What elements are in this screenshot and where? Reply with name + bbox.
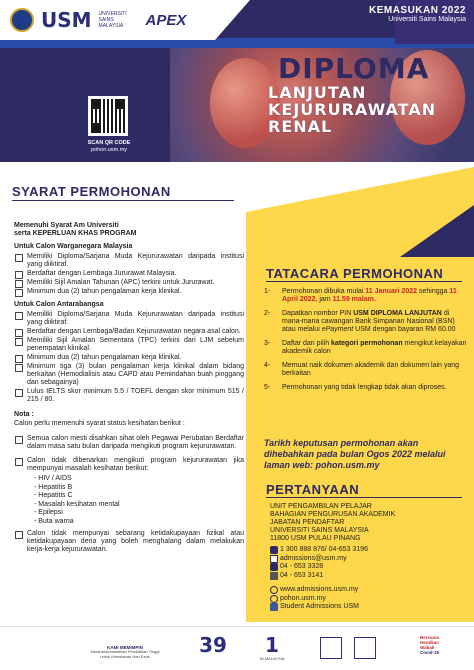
qr-code[interactable] — [88, 96, 128, 136]
phone-icon — [270, 563, 278, 571]
list-item: Minimum dua (2) tahun pengalaman kerja klinikal. — [14, 354, 244, 362]
step-number: 2- — [264, 310, 271, 317]
ranking-number: 39 — [199, 633, 227, 657]
email-address: admissions@usm.my — [280, 554, 347, 562]
badge-text: untuk Kelestarian Hari Esok — [100, 653, 150, 659]
health-list — [14, 435, 244, 473]
ranking-badge-39 — [198, 633, 228, 657]
address-line: JABATAN PENDAFTAR — [270, 519, 345, 526]
step-text: mengikut kelayakan akademik calon — [282, 340, 467, 355]
result-announcement: Tarikh keputusan permohonan akan dihebahkan pada bulan Ogos 2022 melalui laman web: pohon.usm.my — [264, 438, 446, 470]
category-label: kategori permohonan — [331, 340, 403, 347]
apex-logo: APEX — [145, 11, 187, 29]
header-banner — [0, 0, 474, 162]
address-line: 11800 USM PULAU PINANG — [270, 535, 361, 542]
qr-caption — [78, 140, 140, 154]
step-text: sehingga — [417, 288, 450, 295]
contact-address — [270, 503, 470, 543]
qr-scan-label: SCAN QR CODE — [87, 140, 131, 146]
subtitle-line-3: RENAL — [268, 117, 333, 136]
fax-number: 04 - 653 3141 — [280, 571, 324, 579]
tatacara-steps — [264, 288, 470, 398]
contact-phone-2[interactable] — [270, 563, 470, 572]
step-text: Dapatkan nombor PIN — [282, 310, 354, 317]
intl-heading: Untuk Calon Antarabangsa — [14, 301, 104, 308]
contact-web-2[interactable] — [270, 595, 470, 604]
ranking-label: IN MALAYSIA — [259, 656, 285, 661]
close-time: 11.59 malam. — [332, 296, 376, 303]
contact-facebook[interactable] — [270, 603, 470, 612]
campaign-text: Wabak — [420, 645, 435, 650]
step-text: USM dengan bayaran RM 60.00 — [353, 326, 456, 333]
step-number: 3- — [264, 340, 271, 347]
step-text: Memuat naik dokumen akademik dan dokumen lain yang berkaitan — [282, 362, 460, 377]
nota-heading: Nota : — [14, 411, 34, 418]
condition-item: - Hepatitis B — [34, 483, 73, 491]
intl-list — [14, 311, 244, 404]
conditions-list — [34, 475, 244, 526]
unesco-logo — [318, 637, 344, 659]
condition-item: - Hepatitis C — [34, 492, 73, 499]
step-3 — [264, 340, 470, 356]
malaysia-crest-icon — [10, 8, 34, 32]
intake-label — [369, 5, 466, 23]
kami-memimpin-badge — [80, 645, 170, 659]
badge-title: KAMI MEMIMPIN — [107, 645, 143, 650]
list-item: Calon tidak mempunyai sebarang ketidakupayaan fizikal atau ketidakupayaan deria yang boleh menghalang dalam melakukan kerja-kerja kejururawatan. — [14, 530, 244, 554]
contact-phone[interactable] — [270, 546, 470, 555]
step-number: 5- — [264, 384, 271, 391]
email-icon — [270, 555, 278, 563]
usm-logo-subtitle: UNIVERSITI SAINS MALAYSIA — [98, 11, 127, 29]
university-name: Universiti Sains Malaysia — [388, 16, 466, 23]
syarat-divider — [12, 200, 234, 201]
step-number: 1- — [264, 288, 271, 295]
list-item: Memiliki Diploma/Sarjana Muda Kejururawatan daripada institusi yang diiktiraf. — [14, 311, 244, 327]
contact-web[interactable] — [270, 586, 470, 595]
contact-email[interactable] — [270, 555, 470, 564]
globe-icon — [270, 586, 278, 594]
globe-icon — [270, 595, 278, 603]
tatacara-heading: TATACARA PERMOHONAN — [266, 266, 444, 281]
list-item: Berdaftar dengan Lembaga/Badan Kejururawatan negara asal calon. — [14, 328, 244, 336]
contact-fax[interactable] — [270, 572, 470, 581]
pertanyaan-divider — [266, 497, 462, 498]
step-text: , jam — [315, 296, 333, 303]
step-number: 4- — [264, 362, 271, 369]
unesco-icon — [320, 637, 342, 659]
facebook-icon — [270, 603, 278, 611]
syarat-heading: SYARAT PERMOHONAN — [12, 184, 171, 199]
physical-list — [14, 530, 244, 554]
list-item: Calon tidak dibenarkan mengikuti program kejururawatan jika mempunyai masalah kesihatan berikut: — [14, 457, 244, 473]
malaysia-heading: Untuk Calon Warganegara Malaysia — [14, 243, 133, 250]
condition-item: - Masalah kesihatan mental — [34, 500, 120, 508]
list-item: Berdaftar dengan Lembaga Jururawat Malaysia. — [14, 270, 244, 278]
facebook-page: Student Admissions USM — [280, 603, 359, 610]
nota-text: Calon perlu memenuhi syarat status kesihatan berikut : — [14, 420, 185, 427]
logo-strip — [10, 6, 186, 34]
list-item: Memiliki Sijil Amalan Sementara (TPC) terkini dari LJM sebelum penempatan klinikal. — [14, 337, 244, 353]
phone-number: 1 300 888 876/ 04-653 3196 — [280, 546, 368, 553]
list-item: Lulus IELTS skor minimum 5.5 / TOEFL dengan skor minimum 515 / 215 / 80. — [14, 388, 244, 404]
page-subtitle — [268, 84, 468, 135]
step-text: di mana-mana cawangan Bank Simpanan Nasional (BSN) atau melalui — [282, 310, 455, 333]
campaign-text: Covid-19 — [420, 650, 440, 655]
covid-campaign-badge — [420, 635, 470, 655]
list-item: Memiliki Sijil Amalan Tahunan (APC) terkini untuk Jururawat. — [14, 279, 244, 287]
step-text: Permohonan dibuka mulai — [282, 288, 366, 295]
qr-code-icon — [91, 99, 125, 133]
condition-item: - Epilepsi — [34, 509, 63, 516]
address-line: UNIVERSITI SAINS MALAYSIA — [270, 527, 369, 534]
list-item: Memiliki Diploma/Sarjana Muda Kejururawatan daripada institusi yang diiktiraf. — [14, 253, 244, 269]
ranking-badge-1 — [250, 633, 294, 662]
fax-icon — [270, 572, 278, 580]
usm-logo: USM — [41, 8, 92, 32]
pin-name: USM DIPLOMA LANJUTAN — [353, 310, 442, 317]
syarat-intro-1: Memenuhi Syarat Am Universiti — [14, 222, 119, 229]
address-line: BAHAGIAN PENGURUSAN AKADEMIK — [270, 511, 396, 518]
subtitle-line-2: KEJURURAWATAN — [268, 100, 437, 119]
syarat-intro-2: serta KEPERLUAN KHAS PROGRAM — [14, 230, 137, 237]
pertanyaan-heading: PERTANYAAN — [266, 482, 360, 497]
step-2 — [264, 310, 470, 334]
step-4 — [264, 362, 470, 378]
badge-text: Mentransformasikan Pendidikan Tinggi — [90, 649, 160, 654]
step-text: Permohonan yang tidak lengkap tidak akan diproses. — [282, 384, 447, 391]
footer — [0, 626, 474, 670]
step-5 — [264, 384, 470, 392]
qr-url[interactable]: pohon.usm.my — [90, 147, 128, 153]
ranking-number: 1 — [265, 633, 279, 657]
list-item: Minimum tiga (3) bulan pengalaman kerja klinikal dalam bidang berkaitan (Hemodialisis atau CAPD atau Pemindahan buah pinggang dan sebagainya) — [14, 363, 244, 387]
condition-item: - Buta warna — [34, 517, 74, 525]
malaysia-list — [14, 253, 244, 296]
step-1 — [264, 288, 470, 304]
page-title: DIPLOMA — [278, 52, 430, 85]
phone-icon — [270, 546, 278, 554]
website-url: pohon.usm.my — [280, 594, 326, 602]
website-url: www.admissions.usm.my — [280, 586, 359, 593]
condition-item: - HIV / AIDS — [34, 475, 72, 482]
epayment-label: ePayment — [321, 326, 354, 333]
tatacara-divider — [266, 281, 462, 282]
partner-logo — [352, 637, 378, 659]
list-item: Semua calon mesti disahkan sihat oleh Pegawai Perubatan Berdaftar dalam masa satu bulan daripada mengikuti program kejururawatan. — [14, 435, 244, 451]
contact-list — [270, 546, 470, 612]
step-text: Daftar dan pilih — [282, 340, 332, 347]
subtitle-line-1: LANJUTAN — [268, 83, 367, 102]
intake-year: KEMASUKAN 2022 — [368, 5, 466, 16]
campaign-text: Hentikan — [420, 640, 440, 645]
campaign-text: Bersama — [420, 635, 440, 640]
phone-number: 04 - 653 3328 — [280, 563, 324, 570]
partner-icon — [354, 637, 376, 659]
syarat-content — [14, 222, 244, 555]
address-line: UNIT PENGAMBILAN PELAJAR — [270, 503, 372, 510]
list-item: Minimum dua (2) tahun pengalaman kerja klinikal. — [14, 288, 244, 296]
open-date: 11 Januari 2022 — [365, 288, 418, 295]
close-date: 11 April 2022 — [282, 288, 457, 303]
